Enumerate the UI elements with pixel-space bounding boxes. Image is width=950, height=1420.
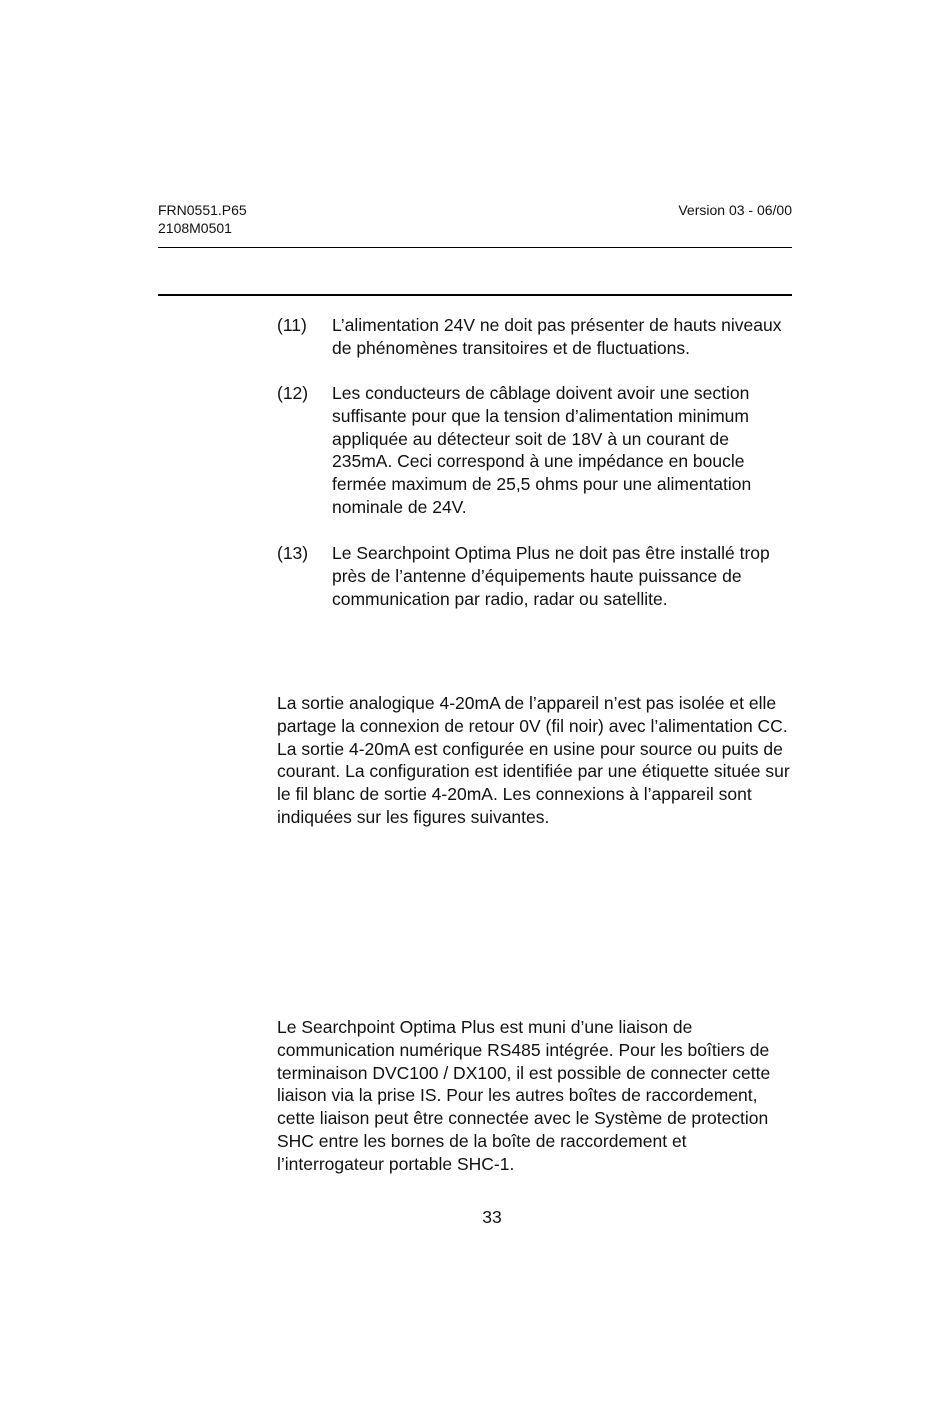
note-text: Le Searchpoint Optima Plus ne doit pas être installé trop près de l’antenne d’équipements haute puissance de communication par radio, radar ou satellite.: [332, 543, 770, 609]
note-text: L’alimentation 24V ne doit pas présenter de hauts niveaux de phénomènes transitoires et de fluctuations.: [332, 315, 782, 358]
note-number: (13): [277, 543, 309, 563]
digital-communication-paragraph: Le Searchpoint Optima Plus est muni d’une liaison de communication numérique RS485 intégrée. Pour les boîtiers de terminaison DVC100 / DX100, il est possible de connecter cette liaison via la prise IS. Pour les autres boîtes de raccordement, cette liaison peut être connectée avec le Système de protection SHC entre les bornes de la boîte de raccordement et l’interrogateur portable SHC-1.: [277, 1017, 771, 1174]
section-divider: [158, 294, 792, 296]
header-divider: [158, 247, 792, 248]
header-left: [158, 201, 247, 237]
file-name: FRN0551.P65: [158, 202, 247, 218]
note-13: [277, 542, 792, 610]
note-text: Les conducteurs de câblage doivent avoir une section suffisante pour que la tension d’alimentation minimum appliquée au détecteur soit de 18V à un courant de 235mA. Ceci correspond à une impédance en boucle fermée maximum de 25,5 ohms pour une alimentation nominale de 24V.: [332, 383, 752, 517]
note-number: (12): [277, 383, 309, 403]
page-number: 33: [482, 1207, 502, 1227]
note-11: [277, 314, 792, 360]
analog-output-paragraph: La sortie analogique 4-20mA de l’appareil n’est pas isolée et elle partage la connexion de retour 0V (fil noir) avec l’alimentation CC. La sortie 4-20mA est configurée en usine pour source ou puits de courant. La configuration est identifiée par une étiquette située sur le fil blanc de sortie 4-20mA. Les connexions à l’appareil sont indiquées sur les figures suivantes.: [277, 693, 790, 827]
document-code: 2108M0501: [158, 220, 232, 236]
note-number: (11): [277, 315, 307, 335]
note-12: [277, 382, 792, 519]
version-label: Version 03 - 06/00: [678, 202, 792, 218]
